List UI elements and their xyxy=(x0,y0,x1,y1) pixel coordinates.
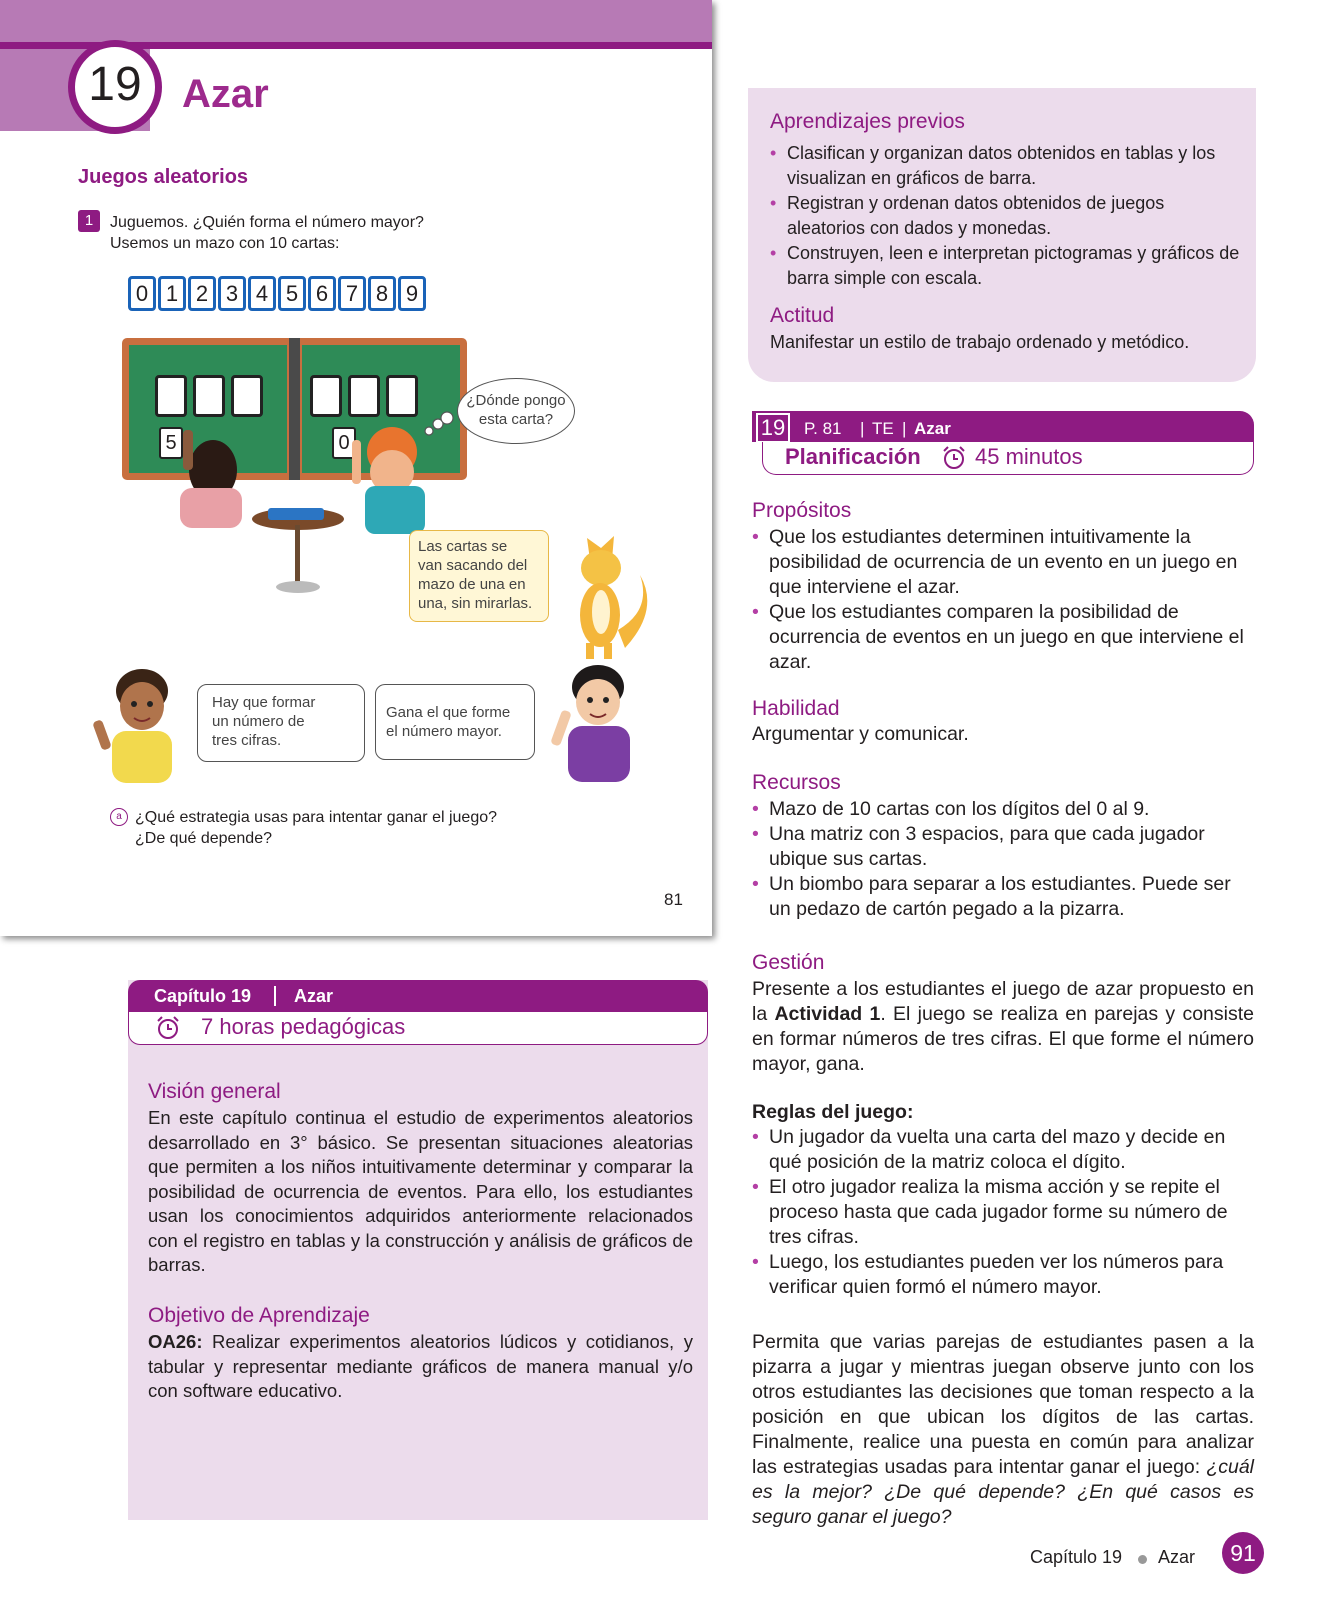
list-item: • Un biombo para separar a los estudiantes. Puede ser un pedazo de cartón pegado a la pizarra. xyxy=(752,872,1254,922)
footer-title: Azar xyxy=(1158,1547,1196,1567)
closing-text xyxy=(752,1330,1254,1530)
list-item: • Que los estudiantes comparen la posibilidad de ocurrencia de eventos en un juego en que interviene el azar. xyxy=(752,600,1254,675)
closing-questions: ¿cuál es la mejor? ¿De qué depende? ¿En qué casos es seguro ganar el juego? xyxy=(752,1456,1254,1528)
page-reference: P. 81 xyxy=(804,419,842,438)
student-page xyxy=(0,0,712,936)
footer-chapter: Capítulo 19 xyxy=(1030,1547,1123,1567)
question-text xyxy=(135,807,497,849)
bubble-line: esta carta? xyxy=(478,411,554,428)
skill-text: Argumentar y comunicar. xyxy=(752,723,969,745)
alarm-clock-icon xyxy=(155,1015,181,1041)
bubble-line: ¿Dónde pongo xyxy=(466,392,566,409)
previous-list xyxy=(770,141,1240,291)
fox-speech-bubble xyxy=(409,530,549,622)
skill-heading: Habilidad xyxy=(752,697,840,720)
bubble-line: mazo de una en xyxy=(418,576,526,593)
management-heading: Gestión xyxy=(752,951,825,974)
list-item: • Registran y ordenan datos obtenidos de juegos aleatorios con dados y monedas. xyxy=(770,191,1240,241)
activity-reference: Actividad 1 xyxy=(774,1003,881,1025)
header-separator: | xyxy=(902,419,907,438)
scene-illustration xyxy=(0,0,712,936)
previous-heading: Aprendizajes previos xyxy=(770,110,965,133)
chapter-label: Capítulo 19 xyxy=(154,986,252,1006)
list-item: • Luego, los estudiantes pueden ver los números para verificar quien formó el número mayor. xyxy=(752,1250,1254,1300)
planning-title: Planificación xyxy=(785,444,921,469)
chapter-header-bar xyxy=(128,980,708,1012)
footer-bullet xyxy=(1138,1555,1147,1564)
chapter-title: Azar xyxy=(182,72,269,116)
thought-bubble xyxy=(457,378,575,444)
list-item: • Clasifican y organizan datos obtenidos en tablas y los visualizan en gráficos de barra. xyxy=(770,141,1240,191)
bubble-line: el número mayor. xyxy=(386,723,502,740)
activity-number: 1 xyxy=(78,210,100,232)
chapter-number: 19 xyxy=(88,58,142,111)
planning-chapter-number: 19 xyxy=(756,413,790,443)
planning-topic: Azar xyxy=(914,419,951,438)
chapter-header xyxy=(128,980,708,1045)
attitude-text: Manifestar un estilo de trabajo ordenado y metódico. xyxy=(770,332,1190,352)
digit-card: 8 xyxy=(368,276,396,311)
planning-header-bar xyxy=(752,411,1254,442)
digit-card: 3 xyxy=(218,276,246,311)
bubble-line: una, sin mirarlas. xyxy=(418,595,533,612)
list-item: • Construyen, leen e interpretan pictogramas y gráficos de barra simple con escala. xyxy=(770,241,1240,291)
question-letter: a xyxy=(110,808,128,826)
objective-code: OA26: xyxy=(148,1331,203,1352)
objective-text xyxy=(148,1330,693,1404)
held-card: 0 xyxy=(332,427,356,459)
activity-line: Juguemos. ¿Quién forma el número mayor? xyxy=(110,214,424,231)
chapter-hours-bar xyxy=(128,1012,708,1045)
bubble-line: Gana el que forme xyxy=(386,704,511,721)
bubble-line: tres cifras. xyxy=(212,732,282,749)
header-separator xyxy=(274,986,276,1006)
page-number: 91 xyxy=(1222,1532,1264,1574)
rules-list xyxy=(752,1125,1254,1300)
closing-paragraph: Permita que varias parejas de estudiantes pasen a la pizarra a jugar y mientras juegan observe junto con los otros estudiantes las decisiones que toman respecto a la posición en que ubican los dígitos de las cartas. Finalmente, realice una puesta en común para analizar las estrategias usadas para intentar ganar el juego: xyxy=(752,1331,1254,1478)
digit-card: 6 xyxy=(308,276,336,311)
planning-time: 45 minutos xyxy=(975,444,1083,469)
bubble-line: un número de xyxy=(212,713,305,730)
list-item: • Un jugador da vuelta una carta del mazo y decide en qué posición de la matriz coloca el dígito. xyxy=(752,1125,1254,1175)
alarm-clock-icon xyxy=(941,445,967,471)
student-page-number: 81 xyxy=(664,890,683,909)
bubble-line: van sacando del xyxy=(418,557,528,574)
digit-card: 9 xyxy=(398,276,426,311)
te-label: TE xyxy=(872,419,894,438)
question-line: ¿De qué depende? xyxy=(135,830,272,847)
list-item: • Una matriz con 3 espacios, para que cada jugador ubique sus cartas. xyxy=(752,822,1254,872)
question-line: ¿Qué estrategia usas para intentar ganar el juego? xyxy=(135,809,498,826)
management-text-start: Presente a los estudiantes el juego de azar propuesto en la xyxy=(752,978,1254,1025)
rules-heading: Reglas del juego: xyxy=(752,1101,914,1123)
digit-card: 7 xyxy=(338,276,366,311)
list-item: • El otro jugador realiza la misma acción y se repite el proceso hasta que cada jugador forme su número de tres cifras. xyxy=(752,1175,1254,1250)
digit-card: 5 xyxy=(278,276,306,311)
purposes-heading: Propósitos xyxy=(752,499,852,522)
digit-card: 0 xyxy=(128,276,156,311)
resources-list xyxy=(752,797,1254,922)
vision-heading: Visión general xyxy=(148,1080,281,1103)
planning-header xyxy=(752,411,1254,477)
planning-title-bar xyxy=(762,442,1254,475)
chapter-hours: 7 horas pedagógicas xyxy=(201,1014,406,1039)
digit-card: 1 xyxy=(158,276,186,311)
management-text xyxy=(752,977,1254,1077)
objective-description: Realizar experimentos aleatorios lúdicos y cotidianos, y tabular y representar mediante gráficos de manera manual y/o con software educativo. xyxy=(148,1331,693,1401)
list-item: • Que los estudiantes determinen intuitivamente la posibilidad de ocurrencia de un evento en un juego en que interviene el azar. xyxy=(752,525,1254,600)
vision-text: En este capítulo continua el estudio de experimentos aleatorios desarrollado en 3° básico. Se presentan situaciones aleatorias que permiten a los niños intuitivamente determinar y comparar la posibilidad de ocurrencia de eventos. Para ello, los estudiantes usan los conocimientos adquiridos anteriormente relacionados con el registro en tablas y la construcción y análisis de gráficos de barras. xyxy=(148,1107,693,1275)
boy-speech-bubble xyxy=(375,684,535,760)
section-subtitle: Juegos aleatorios xyxy=(78,166,249,188)
digit-card: 2 xyxy=(188,276,216,311)
management-text-end: . El juego se realiza en parejas y consiste en formar números de tres cifras. El que forme el número mayor, gana. xyxy=(752,1003,1254,1075)
digit-card: 4 xyxy=(248,276,276,311)
objective-heading: Objetivo de Aprendizaje xyxy=(148,1304,370,1327)
header-separator: | xyxy=(860,419,865,438)
bubble-line: Hay que formar xyxy=(212,694,316,711)
bubble-line: Las cartas se xyxy=(418,538,508,555)
girl-speech-bubble xyxy=(197,684,365,762)
held-card: 5 xyxy=(159,427,183,459)
activity-line: Usemos un mazo con 10 cartas: xyxy=(110,235,340,252)
list-item: • Mazo de 10 cartas con los dígitos del 0 al 9. xyxy=(752,797,1254,822)
resources-heading: Recursos xyxy=(752,771,841,794)
purposes-list xyxy=(752,525,1254,675)
chapter-name: Azar xyxy=(294,986,334,1006)
attitude-heading: Actitud xyxy=(770,304,835,327)
